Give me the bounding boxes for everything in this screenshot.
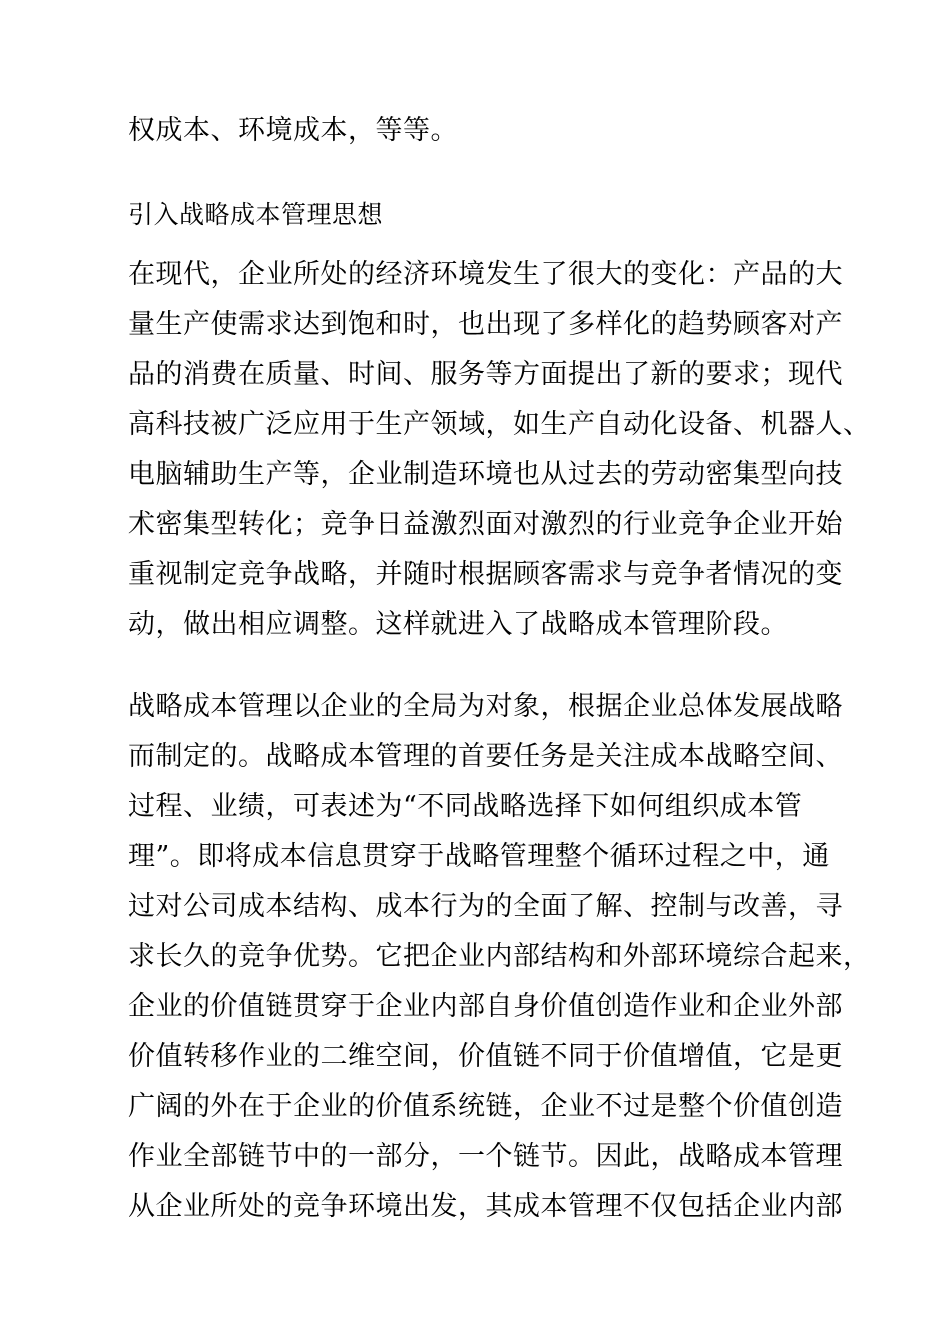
paragraph-3-line-7: 企业的价值链贯穿于企业内部自身价值创造作业和企业外部 <box>128 991 843 1022</box>
paragraph-1-line-1: 权成本、环境成本，等等。 <box>128 115 458 146</box>
paragraph-3-line-9: 广阔的外在于企业的价值系统链，企业不过是整个价值创造 <box>128 1091 843 1122</box>
paragraph-2-line-4: 高科技被广泛应用于生产领域，如生产自动化设备、机器人、 <box>128 409 871 440</box>
paragraph-2-line-5: 电脑辅助生产等，企业制造环境也从过去的劳动密集型向技 <box>128 459 843 490</box>
paragraph-3-line-8: 价值转移作业的二维空间，价值链不同于价值增值，它是更 <box>128 1041 843 1072</box>
paragraph-2-line-7: 重视制定竞争战略，并随时根据顾客需求与竞争者情况的变 <box>128 559 843 590</box>
paragraph-3-line-3: 过程、业绩，可表述为“不同战略选择下如何组织成本管 <box>128 791 803 822</box>
paragraph-3-line-6: 求长久的竞争优势。它把企业内部结构和外部环境综合起来， <box>128 941 871 972</box>
paragraph-3-line-10: 作业全部链节中的一部分，一个链节。因此，战略成本管理 <box>128 1141 843 1172</box>
paragraph-2-line-8: 动，做出相应调整。这样就进入了战略成本管理阶段。 <box>128 609 788 640</box>
paragraph-2-line-6: 术密集型转化；竞争日益激烈面对激烈的行业竞争企业开始 <box>128 509 843 540</box>
paragraph-2-line-3: 品的消费在质量、时间、服务等方面提出了新的要求；现代 <box>128 359 843 390</box>
paragraph-2-line-2: 量生产使需求达到饱和时，也出现了多样化的趋势顾客对产 <box>128 309 843 340</box>
section-heading: 引入战略成本管理思想 <box>128 200 384 229</box>
paragraph-2-line-1: 在现代，企业所处的经济环境发生了很大的变化：产品的大 <box>128 259 843 290</box>
paragraph-3-line-1: 战略成本管理以企业的全局为对象，根据企业总体发展战略 <box>128 691 843 722</box>
paragraph-3-line-5: 过对公司成本结构、成本行为的全面了解、控制与改善，寻 <box>128 891 843 922</box>
paragraph-3-line-2: 而制定的。战略成本管理的首要任务是关注成本战略空间、 <box>128 741 843 772</box>
paragraph-3-line-4: 理”。即将成本信息贯穿于战略管理整个循环过程之中，通 <box>128 841 830 872</box>
paragraph-3-line-11: 从企业所处的竞争环境出发，其成本管理不仅包括企业内部 <box>128 1191 843 1222</box>
